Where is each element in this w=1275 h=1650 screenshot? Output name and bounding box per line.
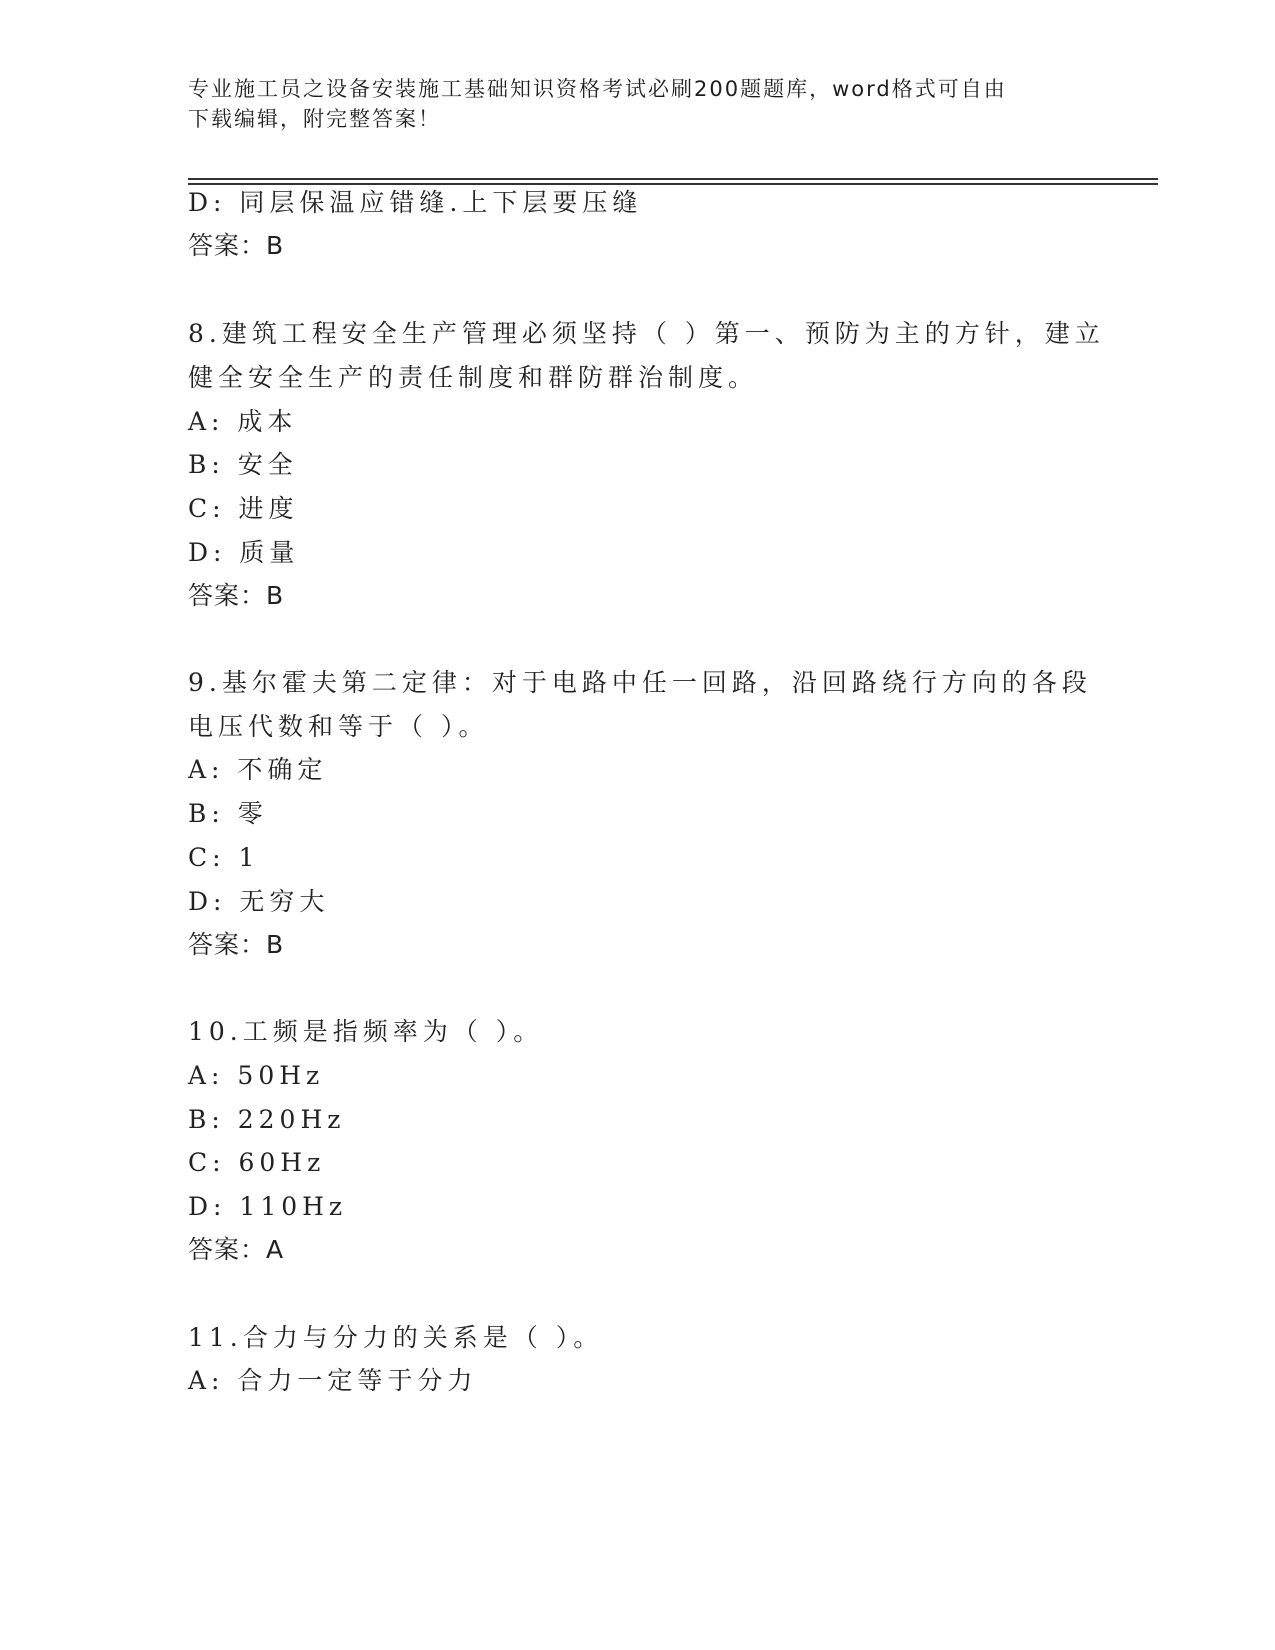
question-8-option-d: D: 质量 bbox=[188, 538, 300, 567]
header-divider-top bbox=[188, 178, 1158, 180]
question-8-stem-line-2: 健全安全生产的责任制度和群防群治制度。 bbox=[188, 363, 759, 392]
document-header bbox=[188, 74, 1088, 134]
question-9-stem-line-2: 电压代数和等于（ ）。 bbox=[188, 712, 489, 741]
question-7-answer: 答案：B bbox=[188, 231, 285, 260]
question-10-answer: 答案：A bbox=[188, 1235, 285, 1264]
question-8-option-b: B: 安全 bbox=[188, 450, 298, 479]
header-title-line-2: 下载编辑，附完整答案！ bbox=[188, 107, 441, 131]
header-title-line-1: 专业施工员之设备安装施工基础知识资格考试必刷200题题库，word格式可自由 bbox=[188, 77, 1007, 101]
question-8-answer: 答案：B bbox=[188, 581, 285, 610]
question-10-option-b: B: 220Hz bbox=[188, 1105, 346, 1134]
question-10-option-c: C: 60Hz bbox=[188, 1148, 326, 1177]
question-9-stem-line-1: 9.基尔霍夫第二定律：对于电路中任一回路，沿回路绕行方向的各段 bbox=[188, 668, 1092, 697]
question-9-option-a: A: 不确定 bbox=[188, 755, 328, 784]
question-10-option-d: D: 110Hz bbox=[188, 1192, 348, 1221]
question-10-option-a: A: 50Hz bbox=[188, 1061, 325, 1090]
question-11-option-a: A: 合力一定等于分力 bbox=[188, 1366, 478, 1395]
question-9-answer: 答案：B bbox=[188, 930, 285, 959]
question-9-option-c: C: 1 bbox=[188, 843, 260, 872]
question-11-stem: 11.合力与分力的关系是（ ）。 bbox=[188, 1323, 604, 1352]
header-divider-bottom bbox=[188, 183, 1158, 185]
question-8-stem-line-1: 8.建筑工程安全生产管理必须坚持（ ）第一、预防为主的方针，建立 bbox=[188, 319, 1105, 348]
question-8-option-c: C: 进度 bbox=[188, 494, 299, 523]
question-8-option-a: A: 成本 bbox=[188, 407, 298, 436]
question-9-option-d: D: 无穷大 bbox=[188, 887, 330, 916]
question-7-option-d: D: 同层保温应错缝.上下层要压缝 bbox=[188, 188, 643, 217]
question-10-stem: 10.工频是指频率为（ ）。 bbox=[188, 1017, 544, 1046]
question-9-option-b: B: 零 bbox=[188, 799, 268, 828]
